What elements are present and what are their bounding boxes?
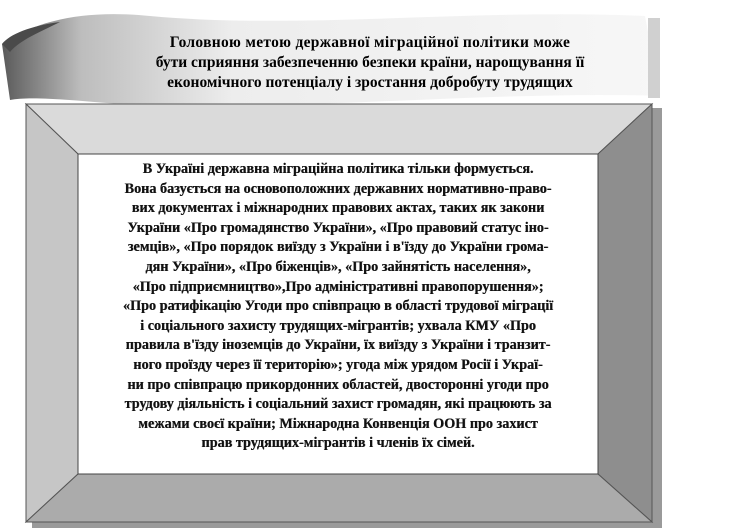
- body-line: прав трудящих-мігрантів і членів їх сімей.: [201, 435, 475, 452]
- banner-line: економічного потенціалу і зростання добробуту трудящих: [167, 74, 573, 91]
- body-line: В Україні державна міграційна політика тільки формується.: [142, 161, 534, 177]
- body-line: і соціального захисту трудящих-мігрантів; ухвала КМУ «Про: [140, 317, 536, 334]
- banner-line: Головною метою державної міграційної політики може: [169, 34, 571, 51]
- body-line: Вона базується на основоположних державних нормативно-право-: [124, 180, 552, 197]
- body-line: трудову діяльність і соціальний захист громадян, які працюють за: [124, 396, 552, 413]
- bevel-right: [598, 104, 652, 522]
- bevel-top: [26, 104, 652, 154]
- body-line: земців», «Про порядок виїзду з України і в'їзду до України грома-: [127, 239, 549, 256]
- body-line: вих документах і міжнародних правових актах, таких як закони: [131, 200, 545, 217]
- body-line: України «Про громадянство України», «Про правовий статус іно-: [127, 219, 549, 236]
- body-line: «Про підприємництво»,Про адміністративні правопорушення»;: [132, 278, 544, 295]
- body-line: межами своєї країни; Міжнародна Конвенція ООН про захист: [138, 415, 538, 432]
- body-line: ни про співпрацю прикордонних областей, двосторонні угоди про: [127, 376, 549, 393]
- body-line: ного проїзду через її територію»; угода між урядом Росії і Украї-: [133, 356, 543, 373]
- body-line: дян України», «Про біженців», «Про зайнятість населення»,: [145, 258, 531, 275]
- body-line: «Про ратифікацію Угоди про співпрацю в області трудової міграції: [122, 298, 554, 315]
- banner-line: бути сприяння забезпеченню безпеки країни, нарощування її: [155, 54, 585, 71]
- body-text: [84, 160, 592, 454]
- bevel-bottom: [26, 474, 652, 522]
- bevel-left: [26, 104, 78, 522]
- body-line: правила в'їзду іноземців до України, їх виїзду з України і транзит-: [125, 337, 551, 354]
